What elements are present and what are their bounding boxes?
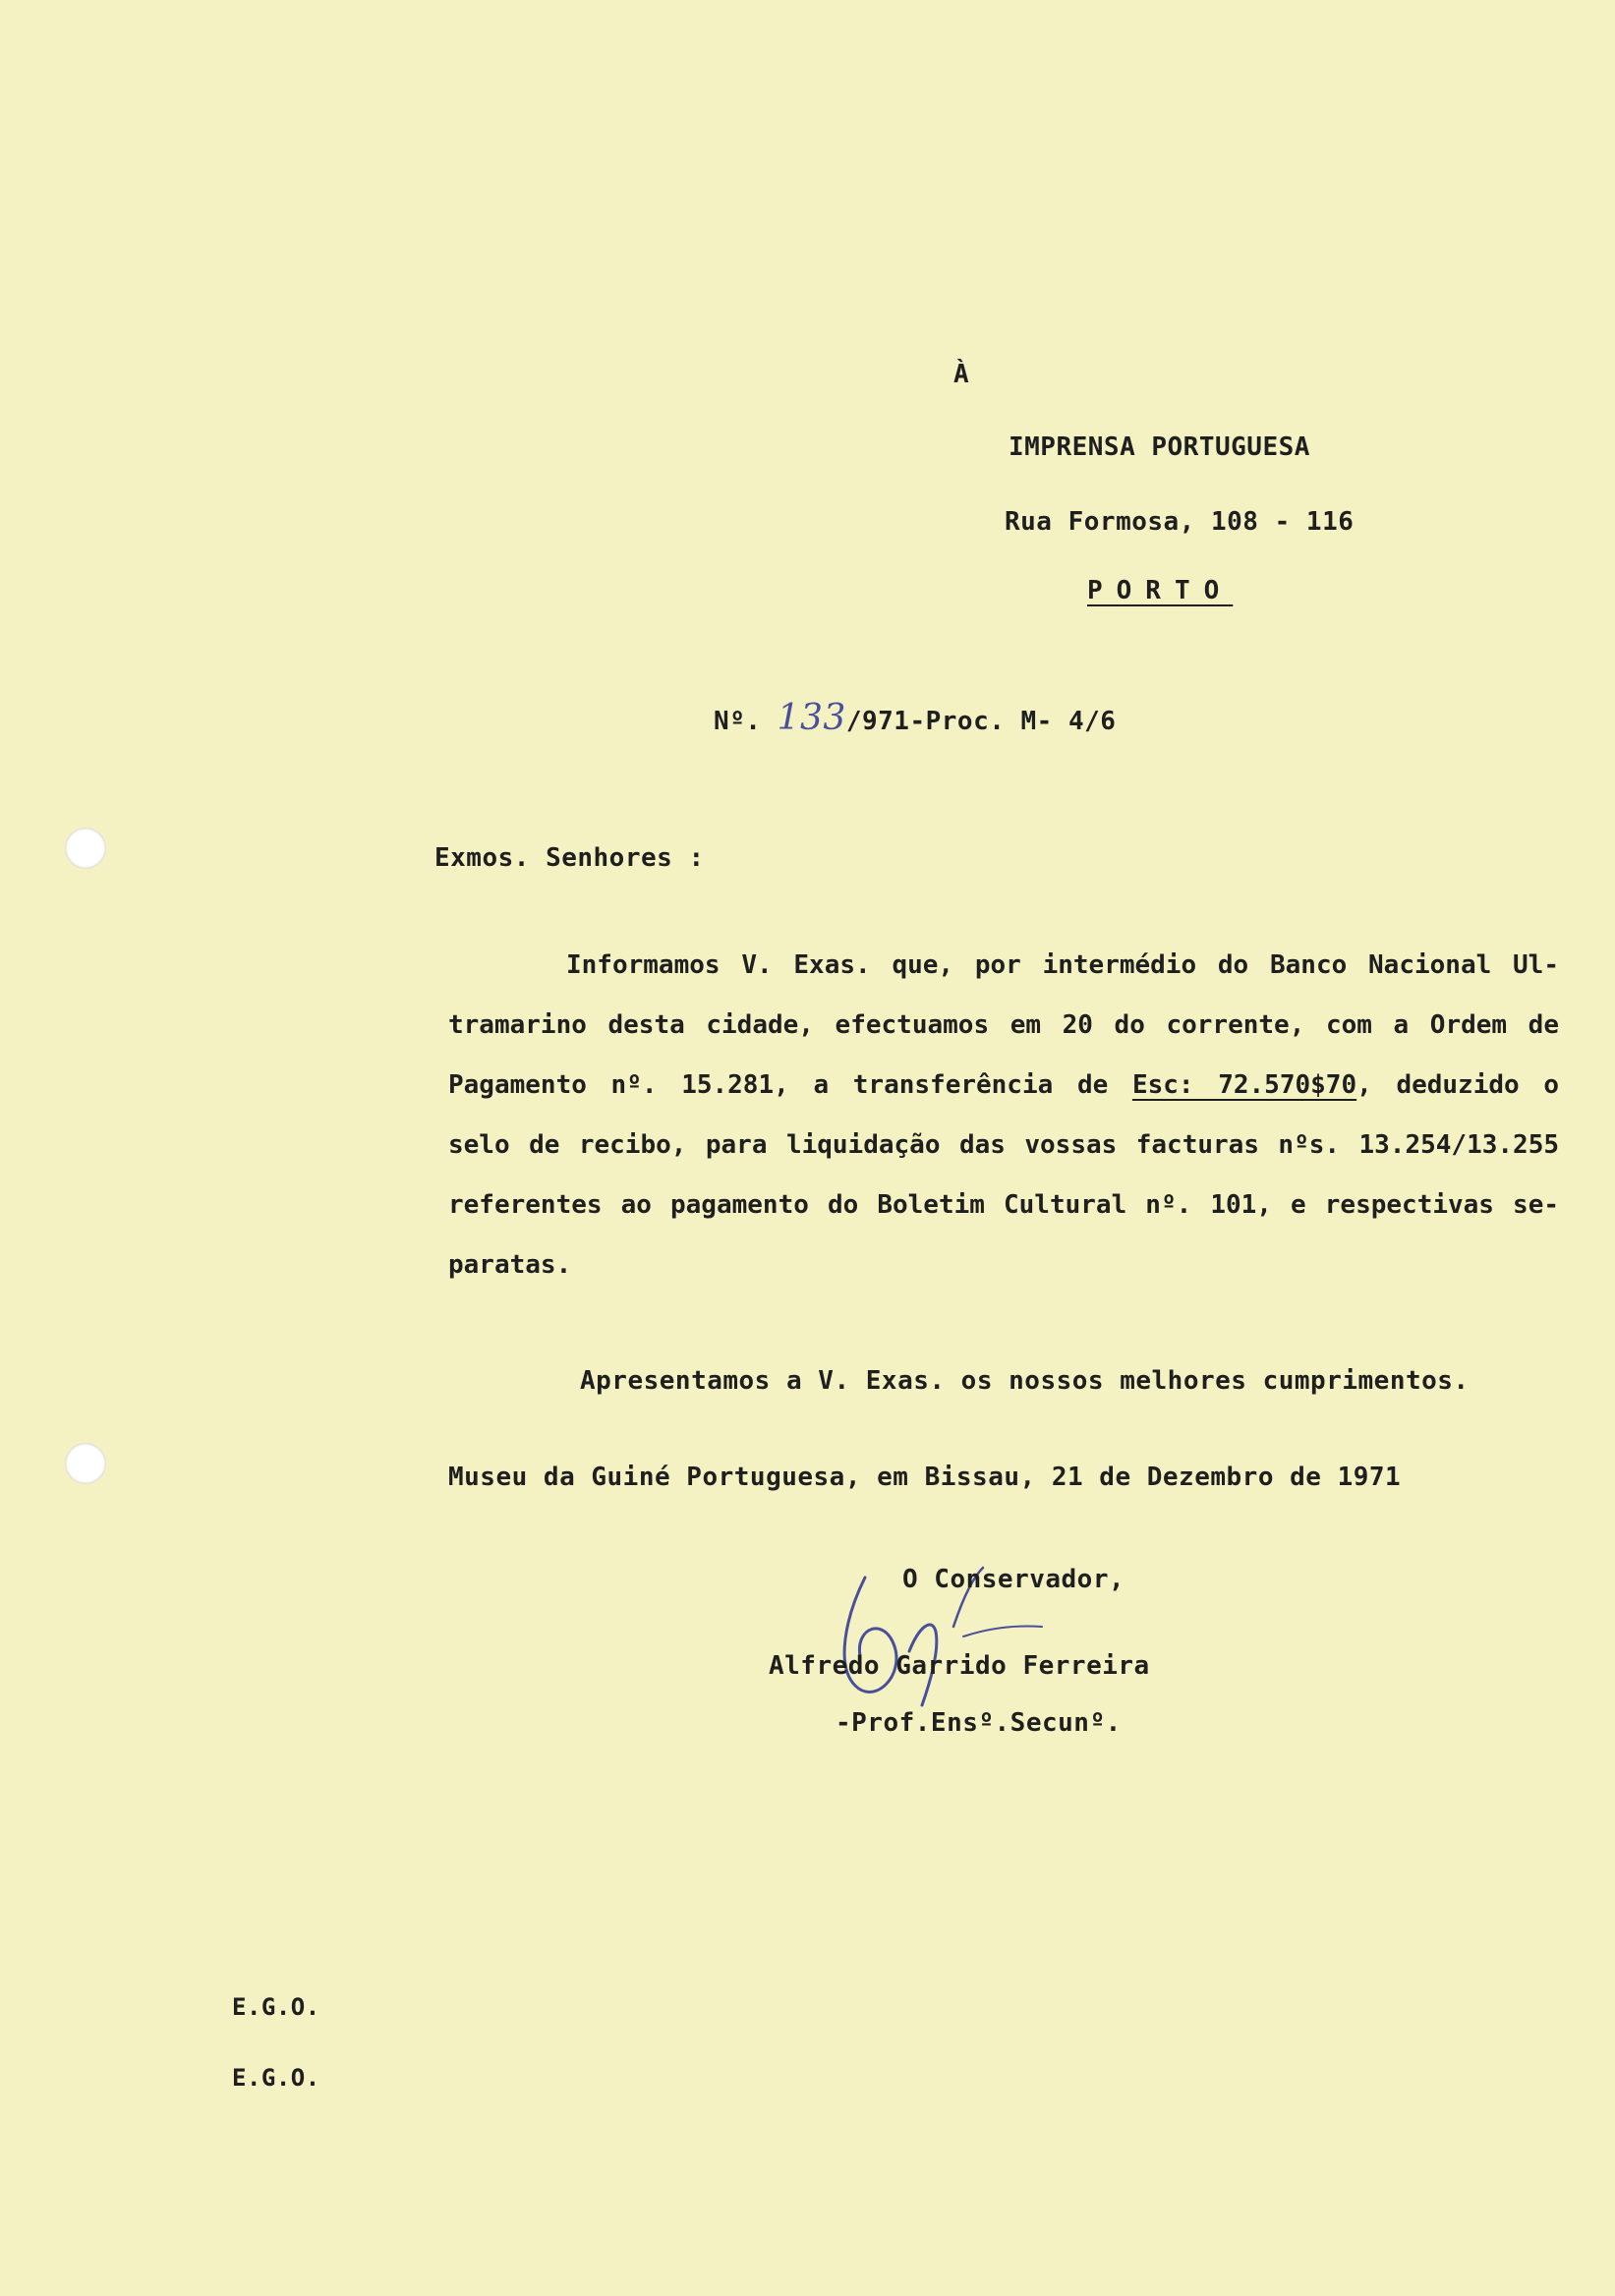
- closing-line: Apresentamos a V. Exas. os nossos melhores cumprimentos.: [580, 1366, 1470, 1396]
- punch-hole-bottom: [65, 1443, 106, 1484]
- body-paragraph: [448, 936, 1559, 1295]
- place-date-line: Museu da Guiné Portuguesa, em Bissau, 21 de Dezembro de 1971: [448, 1463, 1402, 1492]
- footer-mark-2: E.G.O.: [232, 2064, 320, 2092]
- body-line-3-tail: , deduzido o: [1356, 1070, 1559, 1100]
- recipient-street: Rua Formosa, 108 - 116: [1005, 507, 1355, 537]
- body-line-4: selo de recibo, para liquidação das vossas facturas nºs. 13.254/13.255: [448, 1130, 1559, 1160]
- body-line-6: paratas.: [448, 1250, 572, 1280]
- signatory-name: Alfredo Garrido Ferreira: [769, 1651, 1150, 1681]
- body-line-1: Informamos V. Exas. que, por intermédio do Banco Nacional Ul-: [566, 950, 1559, 980]
- punch-hole-top: [65, 828, 106, 869]
- body-line-2: tramarino desta cidade, efectuamos em 20 do corrente, com a Ordem de: [448, 1010, 1559, 1040]
- footer-mark-1: E.G.O.: [232, 1993, 320, 2021]
- salutation-prefix: À: [953, 360, 970, 389]
- body-line-3: [448, 1056, 1559, 1116]
- reference-prefix: Nº.: [714, 707, 762, 736]
- recipient-city: PORTO: [1087, 576, 1234, 605]
- reference-line: [714, 698, 1116, 738]
- reference-suffix: /971-Proc. M- 4/6: [845, 707, 1117, 736]
- recipient-name: IMPRENSA PORTUGUESA: [1009, 432, 1310, 462]
- signatory-credentials: -Prof.Ensº.Secunº.: [836, 1708, 1122, 1738]
- greeting: Exmos. Senhores :: [434, 843, 705, 873]
- transfer-amount: Esc: 72.570$70: [1131, 1070, 1357, 1100]
- reference-handwritten-number: 133: [777, 698, 846, 738]
- body-line-3-text: Pagamento nº. 15.281, a transferência de: [448, 1070, 1109, 1100]
- signatory-title: O Conservador,: [902, 1565, 1125, 1594]
- body-line-5: referentes ao pagamento do Boletim Cultural nº. 101, e respectivas se-: [448, 1190, 1559, 1220]
